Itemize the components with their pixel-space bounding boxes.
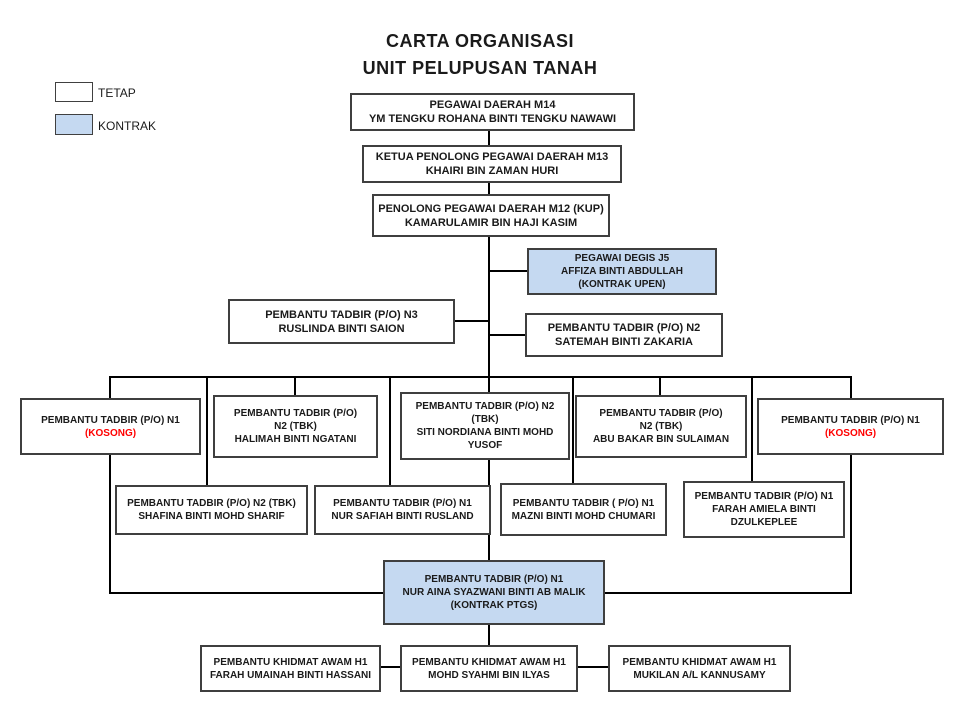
node-person: KAMARULAMIR BIN HAJI KASIM	[404, 216, 578, 229]
node-role: PEMBANTU KHIDMAT AWAM H1	[213, 656, 368, 668]
node-role: PEMBANTU TADBIR ( P/O) N1	[512, 497, 655, 509]
node-role: PEMBANTU TADBIR (P/O) N1	[41, 414, 180, 426]
node-contract: (KONTRAK PTGS)	[450, 600, 538, 611]
connector	[488, 237, 490, 377]
node-role: PEMBANTU TADBIR (P/O) N1	[424, 574, 564, 585]
node-role: PEMBANTU TADBIR (P/O)	[599, 408, 723, 419]
connector	[109, 376, 852, 378]
node-vacant-label: (KOSONG)	[84, 427, 137, 439]
node-role: PEMBANTU TADBIR (P/O) N1	[333, 498, 472, 509]
legend-kontrak-label: KONTRAK	[98, 119, 157, 133]
node-pembantu-khidmat-awam-mukilan	[608, 645, 791, 692]
connector	[488, 625, 490, 645]
node-person: SATEMAH BINTI ZAKARIA	[555, 336, 693, 348]
connector	[109, 592, 383, 594]
node-person: MAZNI BINTI MOHD CHUMARI	[511, 510, 656, 522]
connector	[659, 376, 661, 395]
connector	[455, 320, 489, 322]
connector	[109, 455, 111, 594]
node-role: PEMBANTU KHIDMAT AWAM H1	[622, 656, 777, 668]
legend-kontrak-swatch	[55, 114, 93, 135]
node-pembantu-tadbir-n3-ruslinda	[228, 299, 455, 344]
node-grade: N2 (TBK)	[274, 421, 317, 432]
connector	[489, 270, 527, 272]
page-title	[0, 28, 960, 82]
connector	[850, 455, 852, 594]
connector	[850, 376, 852, 398]
page-title-line1: CARTA ORGANISASI	[386, 31, 574, 51]
connector	[294, 376, 296, 395]
node-pembantu-tadbir-n1-farah-amiela	[683, 481, 845, 538]
node-pembantu-tadbir-n1-nur-safiah	[314, 485, 491, 535]
node-role: PEMBANTU TADBIR (P/O) N1	[781, 414, 920, 426]
node-vacant-label: (KOSONG)	[824, 427, 877, 439]
node-contract: (KONTRAK UPEN)	[578, 279, 666, 290]
node-role: PEMBANTU TADBIR (P/O) N2	[415, 401, 555, 412]
node-person: FARAH UMAINAH BINTI HASSANI	[209, 669, 372, 681]
node-person: YM TENGKU ROHANA BINTI TENGKU NAWAWI	[368, 113, 617, 125]
node-pembantu-khidmat-awam-mohd-syahmi	[400, 645, 578, 692]
connector	[751, 376, 753, 481]
node-person: MOHD SYAHMI BIN ILYAS	[428, 669, 550, 681]
node-role: PEMBANTU TADBIR (P/O)	[233, 408, 358, 419]
connector	[488, 376, 490, 392]
node-pembantu-tadbir-n2-siti-nordiana	[400, 392, 570, 460]
node-grade: (TBK)	[471, 414, 499, 425]
node-penolong-pegawai-daerah-m12	[372, 194, 610, 237]
connector	[578, 666, 608, 668]
connector	[488, 183, 490, 194]
node-pembantu-tadbir-n1-nur-aina-kontrak	[383, 560, 605, 625]
connector	[605, 592, 852, 594]
node-person: SITI NORDIANA BINTI MOHD YUSOF	[416, 427, 554, 451]
node-grade: N2 (TBK)	[639, 421, 683, 432]
node-person: MUKILAN A/L KANNUSAMY	[633, 669, 766, 681]
node-pembantu-tadbir-n2-shafina	[115, 485, 308, 535]
node-role: PEGAWAI DEGIS J5	[574, 253, 670, 264]
node-role: PEMBANTU TADBIR (P/O) N3	[265, 308, 418, 321]
node-person: KHAIRI BIN ZAMAN HURI	[425, 165, 559, 177]
node-role: PEMBANTU TADBIR (P/O) N2 (TBK)	[127, 498, 296, 509]
connector	[109, 376, 111, 398]
connector	[489, 334, 525, 336]
node-pegawai-degis-j5	[527, 248, 717, 295]
node-pembantu-tadbir-n2-satemah	[525, 313, 723, 357]
node-pegawai-daerah-m14	[350, 93, 635, 131]
node-person: FARAH AMIELA BINTI DZULKEPLEE	[712, 504, 816, 528]
legend-tetap-label: TETAP	[98, 86, 136, 100]
node-person: NUR AINA SYAZWANI BINTI AB MALIK	[402, 587, 586, 598]
node-role: PEMBANTU TADBIR (P/O) N1	[694, 491, 834, 502]
node-pembantu-tadbir-n1-kosong-right	[757, 398, 944, 455]
node-pembantu-khidmat-awam-farah-umainah	[200, 645, 381, 692]
node-role: PEGAWAI DAERAH M14	[429, 99, 556, 111]
node-pembantu-tadbir-n2-halimah	[213, 395, 378, 458]
connector	[206, 376, 208, 485]
page-title-line2: UNIT PELUPUSAN TANAH	[362, 58, 598, 78]
node-role: PENOLONG PEGAWAI DAERAH M12 (KUP)	[378, 202, 604, 215]
connector	[488, 130, 490, 145]
node-role: PEMBANTU KHIDMAT AWAM H1	[412, 656, 566, 668]
node-pembantu-tadbir-n2-abu-bakar	[575, 395, 747, 458]
legend-tetap-swatch	[55, 82, 93, 102]
node-person: NUR SAFIAH BINTI RUSLAND	[331, 511, 474, 522]
node-person: SHAFINA BINTI MOHD SHARIF	[138, 511, 285, 522]
node-ketua-penolong-pegawai-daerah-m13	[362, 145, 622, 183]
node-person: HALIMAH BINTI NGATANI	[234, 434, 357, 445]
node-pembantu-tadbir-n1-mazni	[500, 483, 667, 536]
connector	[572, 376, 574, 483]
connector	[380, 666, 400, 668]
node-person: ABU BAKAR BIN SULAIMAN	[592, 434, 730, 445]
node-pembantu-tadbir-n1-kosong-left	[20, 398, 201, 455]
connector	[389, 376, 391, 485]
node-person: AFFIZA BINTI ABDULLAH	[560, 266, 684, 277]
node-role: PEMBANTU TADBIR (P/O) N2	[547, 322, 701, 334]
node-role: KETUA PENOLONG PEGAWAI DAERAH M13	[375, 151, 609, 163]
node-person: RUSLINDA BINTI SAION	[278, 322, 405, 335]
